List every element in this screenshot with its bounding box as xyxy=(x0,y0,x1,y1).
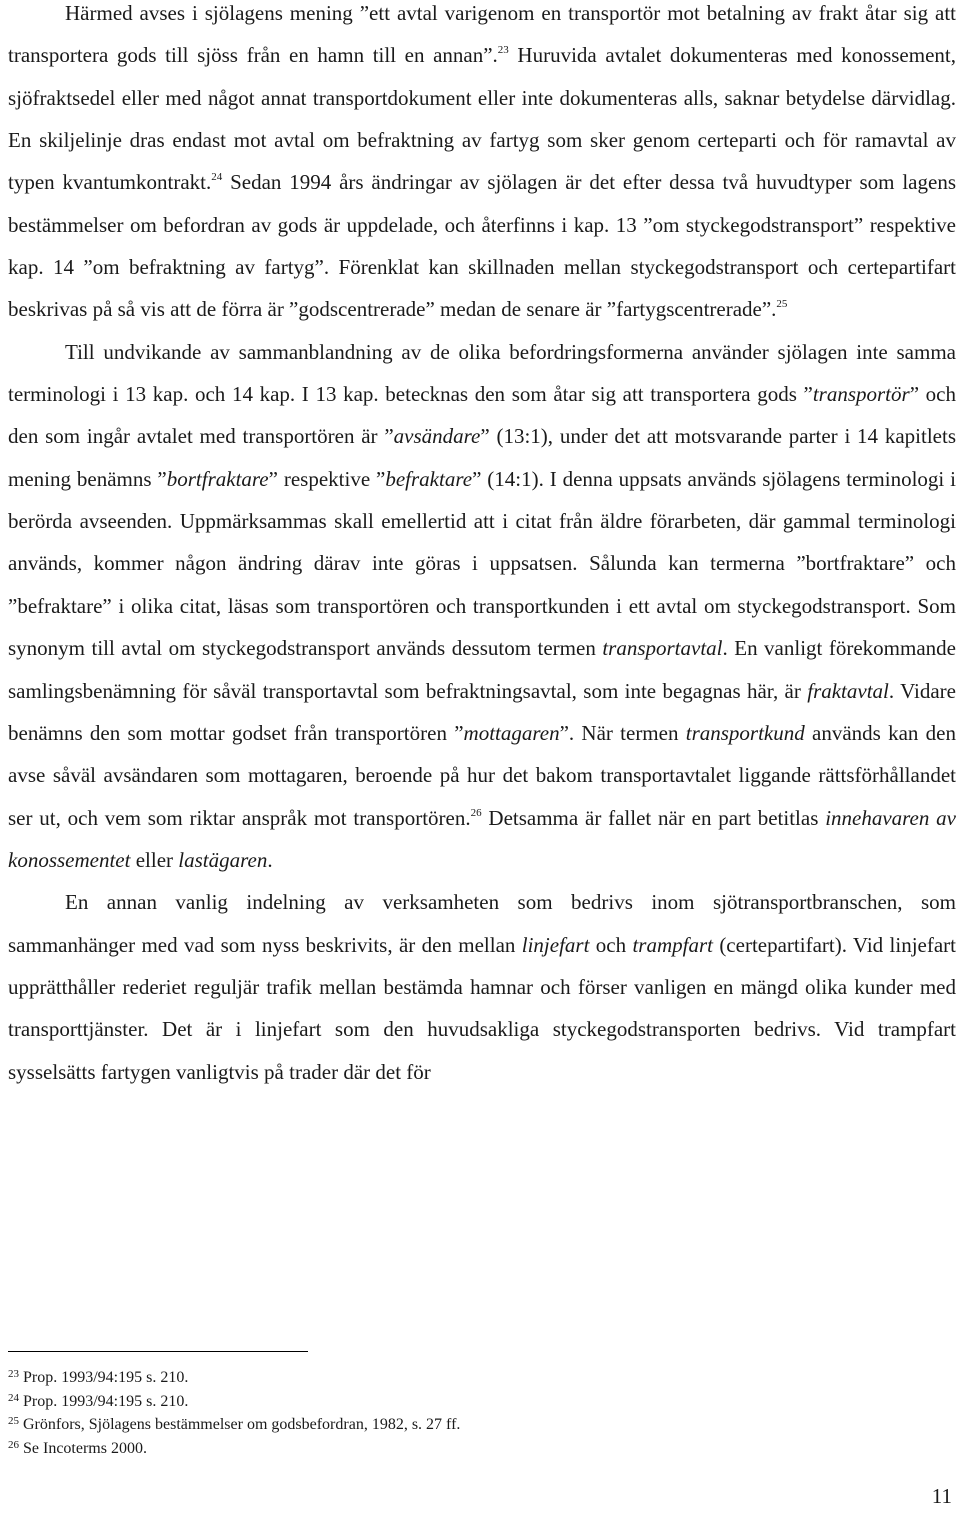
text-run: (certepartifart). Vid linjefart upprätthåller rederiet reguljär trafik mellan bestämda hamnar och förser vanligen en mängd olika kunder med transporttjänster. Det är i linjefart som den huvudsakliga styckegodstransporten bedrivs. Vid trampfart sysselsätts fartygen vanligtvis på trader där det för xyxy=(8,932,956,1084)
footnote-ref-24: 24 xyxy=(211,171,223,184)
text-run: Till undvikande av sammanblandning av de olika befordringsformerna använder sjölagen inte samma terminologi i 13 kap. och 14 kap. I 13 kap. betecknas den som åtar sig att transportera gods ” xyxy=(8,339,956,407)
paragraph-1 xyxy=(8,0,956,331)
term-italic: transportavtal xyxy=(602,636,723,661)
text-run: ” respektive ” xyxy=(268,466,386,491)
footnote-ref-26: 26 xyxy=(470,806,482,819)
text-run: . Vidare benämns den som mottar godset från transportören ” xyxy=(8,678,956,745)
footnotes xyxy=(8,1366,948,1461)
term-italic: linjefart xyxy=(521,932,590,957)
footnote-number: 25 xyxy=(8,1415,19,1428)
text-run: eller xyxy=(130,847,179,872)
term-italic: mottagaren xyxy=(463,720,560,745)
term-italic: trampfart xyxy=(632,932,713,957)
body-text xyxy=(8,0,956,1093)
text-run: Detsamma är fallet när en part betitlas xyxy=(481,805,826,830)
text-run: ” och den som ingår avtalet med transportören är ” xyxy=(8,382,956,449)
text-run: Härmed avses i sjölagens mening ”ett avtal varigenom en transportör mot betalning av frakt åtar sig att transportera gods till sjöss från en hamn till en annan”. xyxy=(8,1,956,68)
footnote xyxy=(8,1366,948,1390)
paragraph-2 xyxy=(8,331,956,881)
term-italic: avsändare xyxy=(393,424,481,449)
term-italic: innehavaren av konossementet xyxy=(8,805,956,872)
footnote xyxy=(8,1437,948,1461)
footnote-number: 23 xyxy=(8,1368,19,1380)
term-italic: fraktavtal xyxy=(807,678,889,703)
footnote-number: 26 xyxy=(8,1439,19,1452)
paragraph-3 xyxy=(8,881,956,1093)
footnote-text: Prop. 1993/94:195 s. 210. xyxy=(19,1369,189,1386)
footnote-text: Grönfors, Sjölagens bestämmelser om godsbefordran, 1982, s. 27 ff. xyxy=(19,1416,461,1434)
term-italic: bortfraktare xyxy=(166,466,269,491)
footnote-text: Se Incoterms 2000. xyxy=(19,1440,147,1458)
text-run: . En vanligt förekommande samlingsbenämning för såväl transportavtal som befraktningsavtal, som inte begagnas här, är xyxy=(8,636,956,703)
text-run: Sedan 1994 års ändringar av sjölagen är det efter dessa två huvudtyper som lagens bestämmelser om befordran av gods är uppdelade, och återfinns i kap. 13 ”om styckegodstransport” respektive kap. 14 ”om befraktning av fartyg”. Förenklat kan skillnaden mellan styckegodstransport och certepartifart beskrivas på så vis att de förra är ”godscentrerade” medan de senare är ”fartygscentrerade”. xyxy=(8,170,956,322)
footnote-ref-25: 25 xyxy=(776,298,788,311)
page-number: 11 xyxy=(931,1484,952,1508)
text-run: ”. När termen xyxy=(559,720,686,745)
text-run: ” (14:1). I denna uppsats används sjölagens terminologi i berörda avseenden. Uppmärksammas skall emellertid att i citat från äldre förarbeten, där gammal terminologi används, kommer någon ändring därav inte göras i uppsatsen. Sålunda kan termerna ”bortfraktare” och ”befraktare” i olika citat, läsas som transportören och transportkunden i ett avtal om styckegodstransport. Som synonym till avtal om styckegodstransport används dessutom termen xyxy=(8,466,956,661)
term-italic: transportör xyxy=(812,382,910,407)
footnote-ref-23: 23 xyxy=(497,44,509,57)
text-run: En annan vanlig indelning av verksamheten som bedrivs inom sjötransportbranschen, som sammanhänger med vad som nyss beskrivits, är den mellan xyxy=(8,890,956,957)
text-run: Huruvida avtalet dokumenteras med konossement, sjöfraktsedel eller med något annat transportdokument eller inte dokumenteras alls, saknar betydelse därvidlag. En skiljelinje dras endast mot avtal om befraktning av fartyg som sker genom certeparti och för ramavtal av typen kvantumkontrakt. xyxy=(8,43,956,195)
text-run: används kan den avse såväl avsändaren som mottagaren, beroende på hur det bakom transportavtalet liggande rättsförhållandet ser ut, och vem som riktar anspråk mot transportören. xyxy=(8,720,956,830)
footnote-separator xyxy=(8,1351,308,1352)
text-run: . xyxy=(267,847,273,872)
term-italic: befraktare xyxy=(385,466,473,491)
footnote-number: 24 xyxy=(8,1391,19,1404)
footnote xyxy=(8,1413,948,1437)
text-run: ” (13:1), under det att motsvarande parter i 14 kapitlets mening benämns ” xyxy=(8,424,956,491)
term-italic: lastägaren xyxy=(178,847,268,872)
text-run: och xyxy=(589,932,633,957)
footnote xyxy=(8,1390,948,1414)
footnote-text: Prop. 1993/94:195 s. 210. xyxy=(19,1392,189,1410)
term-italic: transportkund xyxy=(685,720,805,745)
